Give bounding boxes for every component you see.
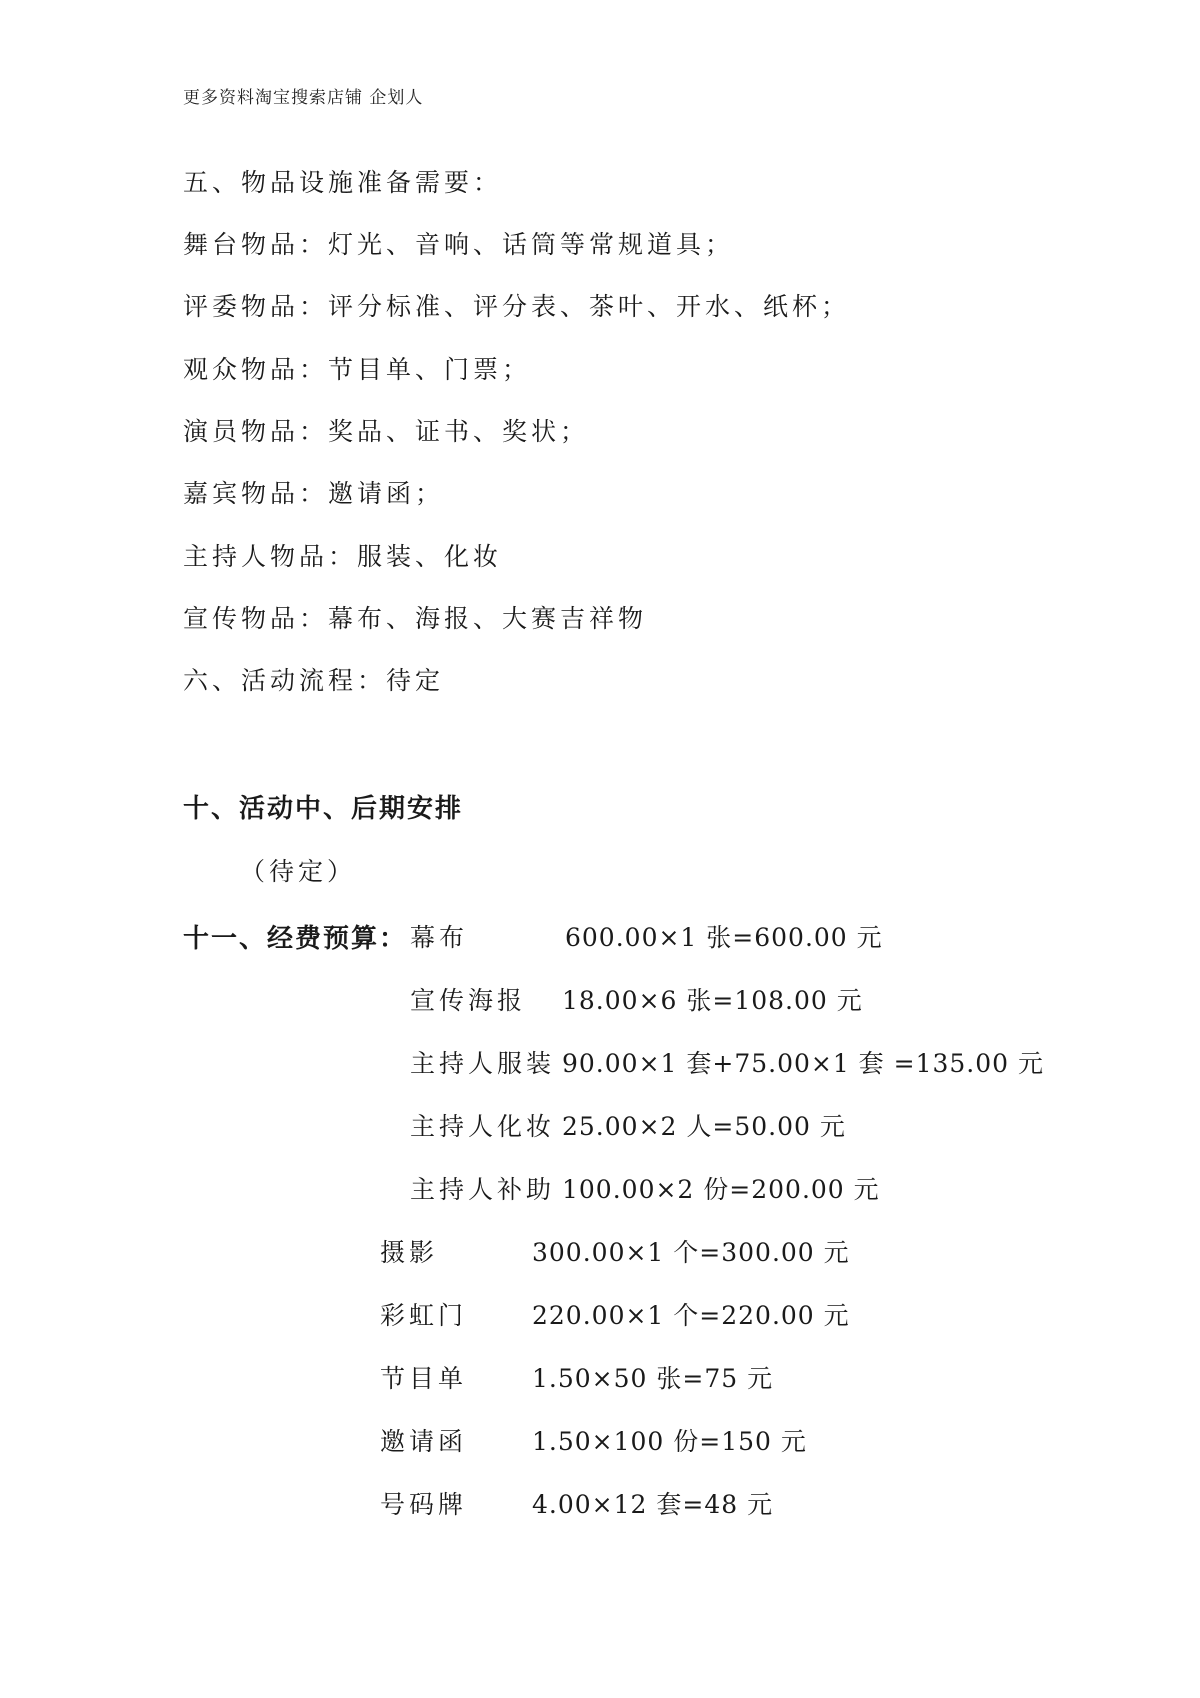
section5-line-host: 主持人物品：服装、化妆 [183,542,503,571]
budget-item: 主持人化妆 [410,1112,556,1141]
section5-line-judges: 评委物品：评分标准、评分表、茶叶、开水、纸杯； [183,292,851,321]
budget-calc: 600.00×1 张=600.00 元 [565,923,883,952]
budget-row [380,1485,773,1521]
budget-calc: 90.00×1 套+75.00×1 套 =135.00 元 [562,1049,1045,1078]
budget-item: 邀请函 [380,1427,468,1456]
budget-calc: 4.00×12 套=48 元 [532,1490,774,1519]
header-note: 更多资料淘宝搜索店铺 企划人 [183,88,424,108]
budget-row [380,1359,773,1395]
budget-calc: 18.00×6 张=108.00 元 [562,986,863,1015]
budget-row [410,1107,846,1143]
section5-line-guests: 嘉宾物品：邀请函； [183,479,445,508]
budget-row [380,1422,807,1458]
budget-row [380,1296,850,1332]
section10-title: 十、活动中、后期安排 [183,794,464,824]
section5-line-stage: 舞台物品：灯光、音响、话筒等常规道具； [183,230,735,259]
section6-line: 六、活动流程：待定 [183,666,445,695]
budget-row [410,981,863,1017]
budget-item: 幕布 [410,923,469,952]
budget-row [410,918,883,954]
budget-item: 号码牌 [380,1490,468,1519]
section11-title: 十一、经费预算： [183,924,408,954]
budget-calc: 1.50×50 张=75 元 [532,1364,774,1393]
budget-row [410,1170,880,1206]
budget-calc: 100.00×2 份=200.00 元 [562,1175,880,1204]
budget-row [380,1233,850,1269]
section5-line-audience: 观众物品：节目单、门票； [183,355,532,384]
budget-calc: 25.00×2 人=50.00 元 [562,1112,846,1141]
budget-calc: 300.00×1 个=300.00 元 [532,1238,850,1267]
budget-item: 宣传海报 [410,986,527,1015]
budget-item: 主持人服装 [410,1049,556,1078]
budget-calc: 1.50×100 份=150 元 [532,1427,807,1456]
budget-item: 摄影 [380,1238,439,1267]
section5-title: 五、物品设施准备需要： [183,168,503,197]
section5-line-publicity: 宣传物品：幕布、海报、大赛吉祥物 [183,604,648,633]
section10-note: （待定） [240,857,357,886]
budget-calc: 220.00×1 个=220.00 元 [532,1301,850,1330]
budget-item: 主持人补助 [410,1175,556,1204]
budget-item: 节目单 [380,1364,468,1393]
budget-row [410,1044,1044,1080]
budget-item: 彩虹门 [380,1301,468,1330]
section5-line-performers: 演员物品：奖品、证书、奖状； [183,417,590,446]
